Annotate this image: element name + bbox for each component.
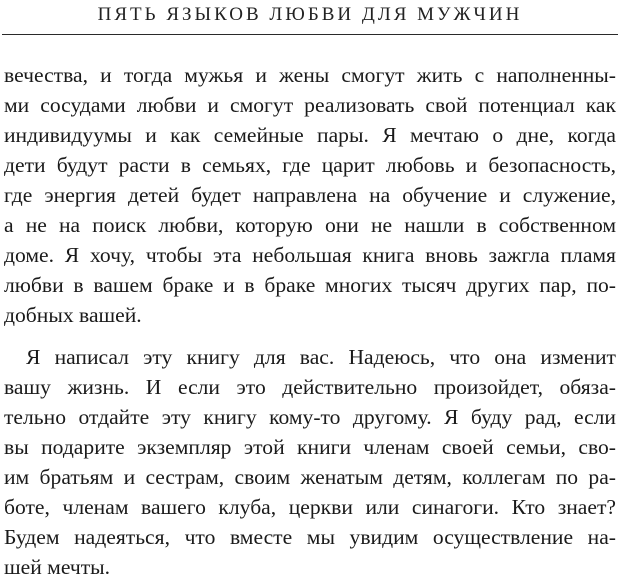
running-header: ПЯТЬ ЯЗЫКОВ ЛЮБВИ ДЛЯ МУЖЧИН: [97, 4, 523, 25]
text-line: тельно отдайте эту книгу кому-то другому. Я буду рад, если: [4, 405, 616, 429]
text-line: индивидуумы и как семейные пары. Я мечтаю о дне, когда: [4, 123, 616, 147]
text-line: ми сосудами любви и смогут реализовать свой потенциал как: [4, 93, 616, 117]
paragraph-gap: [4, 330, 616, 342]
text-line: дети будут расти в семьях, где царит любовь и безопасность,: [4, 153, 616, 177]
text-line: шей мечты.: [4, 555, 111, 579]
text-line: доме. Я хочу, чтобы эта небольшая книга вновь зажгла пламя: [4, 243, 616, 267]
text-line: Я написал эту книгу для вас. Надеюсь, что она изменит: [26, 345, 616, 369]
text-line: вашу жизнь. И если это действительно произойдет, обяза-: [4, 375, 616, 399]
paragraph-2: [4, 342, 616, 582]
text-line: любви в вашем браке и в браке многих тысяч других пар, по-: [4, 273, 616, 297]
text-line: а не на поиск любви, которую они не нашли в собственном: [4, 213, 616, 237]
text-line: вечества, и тогда мужья и жены смогут жить с наполненны-: [4, 63, 616, 87]
text-line: где энергия детей будет направлена на обучение и служение,: [4, 183, 616, 207]
text-line: Будем надеяться, что вместе мы увидим осуществление на-: [4, 525, 616, 549]
text-line: добных вашей.: [4, 303, 142, 327]
text-line: вы подарите экземпляр этой книги членам своей семьи, сво-: [4, 435, 616, 459]
paragraph-1: [4, 60, 616, 330]
body-text: [4, 60, 616, 582]
text-line: им братьям и сестрам, своим женатым детям, коллегам по ра-: [4, 465, 616, 489]
text-line: боте, членам вашего клуба, церкви или синагоги. Кто знает?: [4, 495, 616, 519]
header-rule: [2, 34, 618, 35]
